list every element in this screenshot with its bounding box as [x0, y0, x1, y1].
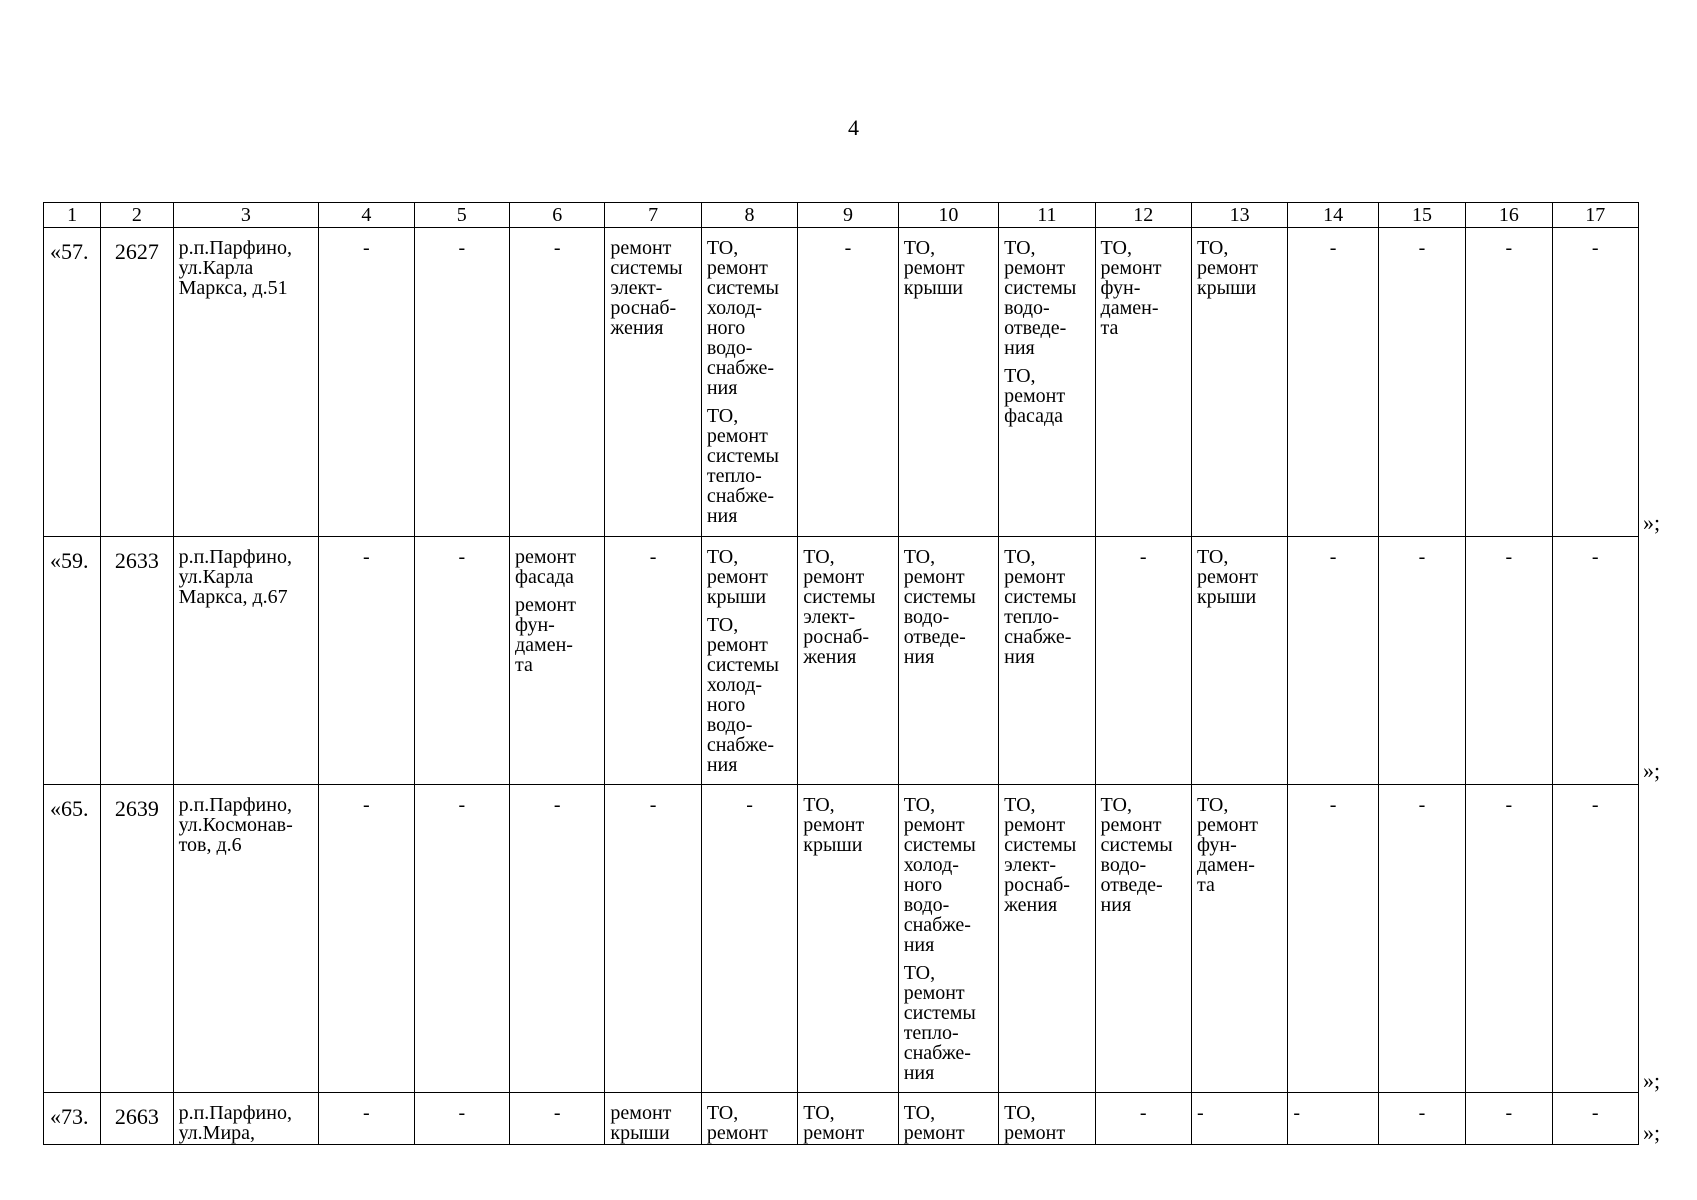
work-entry: - — [458, 1102, 466, 1124]
work-entry: - — [1505, 794, 1513, 816]
work-entry: ТО, ремонт крыши — [1196, 546, 1258, 608]
work-cell — [999, 228, 1095, 537]
empty-cell-dash — [1466, 1093, 1552, 1145]
row-number: «57. — [44, 228, 101, 537]
column-header: 8 — [701, 203, 797, 228]
column-header: 9 — [798, 203, 898, 228]
work-entry: ТО, ремонт крыши — [1196, 237, 1258, 299]
work-entry: - — [1293, 1102, 1301, 1124]
empty-cell-dash — [1466, 228, 1552, 537]
work-entry: - — [1505, 237, 1513, 259]
work-entry: - — [553, 1102, 561, 1124]
empty-cell-dash — [510, 1093, 605, 1145]
work-entry: ТО, ремонт фун- дамен- та — [1196, 794, 1258, 896]
empty-cell-dash — [1378, 1093, 1465, 1145]
column-header: 13 — [1191, 203, 1287, 228]
table-row — [44, 228, 1639, 537]
work-entry: - — [363, 237, 370, 259]
work-entry: ТО, ремонт — [803, 1102, 865, 1144]
table-row — [44, 785, 1639, 1093]
work-entry: - — [458, 794, 466, 816]
work-entry: ТО, ремонт системы элект- роснаб- жения — [1004, 794, 1077, 916]
empty-cell-dash — [605, 785, 701, 1093]
work-entry: ремонт системы элект- роснаб- жения — [610, 237, 683, 339]
repair-schedule-table — [43, 202, 1639, 1145]
address-text: р.п.Парфино, ул.Мира, — [178, 1102, 292, 1144]
empty-cell-dash — [1378, 228, 1465, 537]
column-header: 2 — [101, 203, 173, 228]
work-entry: ТО, ремонт системы водо- отведе- ния — [903, 546, 976, 668]
work-entry: ТО, ремонт крыши — [803, 794, 865, 856]
work-entry: - — [458, 237, 466, 259]
address-text: р.п.Парфино, ул.Карла Маркса, д.67 — [178, 546, 292, 608]
row-closing-mark: »; — [1643, 758, 1661, 783]
work-cell — [999, 785, 1095, 1093]
work-entry: ТО, ремонт — [903, 1102, 965, 1144]
row-number: «65. — [44, 785, 101, 1093]
row-number: «73. — [44, 1093, 101, 1145]
work-entry: - — [553, 794, 561, 816]
work-entry: ТО, ремонт системы элект- роснаб- жения — [803, 546, 876, 668]
empty-cell-dash — [414, 228, 509, 537]
work-cell — [701, 1093, 797, 1145]
work-entry: ТО, ремонт системы водо- отведе- ния — [1100, 794, 1173, 916]
building-code: 2639 — [101, 785, 173, 1093]
work-entry: ТО, ремонт — [1004, 1102, 1066, 1144]
empty-cell-dash — [319, 1093, 414, 1145]
empty-cell-dash — [1288, 1093, 1378, 1145]
work-entry: ТО, ремонт — [706, 1102, 768, 1144]
work-cell — [898, 537, 998, 785]
work-cell — [701, 228, 797, 537]
building-address — [173, 537, 319, 785]
work-entry: ремонт фун- дамен- та — [515, 594, 576, 676]
work-cell — [1191, 228, 1287, 537]
work-cell — [1095, 785, 1191, 1093]
building-address — [173, 1093, 319, 1145]
empty-cell-dash — [1288, 785, 1378, 1093]
work-entry: - — [1505, 546, 1513, 568]
row-closing-mark: »; — [1643, 1120, 1661, 1145]
work-entry: ремонт крыши — [610, 1102, 672, 1144]
work-entry: ТО, ремонт крыши — [903, 237, 965, 299]
building-address — [173, 228, 319, 537]
column-header: 7 — [605, 203, 701, 228]
empty-cell-dash — [319, 228, 414, 537]
work-cell — [798, 785, 898, 1093]
work-cell — [1191, 785, 1287, 1093]
address-text: р.п.Парфино, ул.Карла Маркса, д.51 — [178, 237, 292, 299]
work-entry: - — [649, 546, 657, 568]
work-entry: - — [363, 794, 370, 816]
empty-cell-dash — [414, 785, 509, 1093]
work-entry: ТО, ремонт системы тепло- снабже- ния — [706, 405, 779, 527]
work-entry: - — [1329, 237, 1337, 259]
column-header: 16 — [1466, 203, 1552, 228]
work-entry: - — [553, 237, 561, 259]
work-entry: - — [1139, 1102, 1147, 1124]
work-entry: - — [1591, 237, 1599, 259]
building-code: 2663 — [101, 1093, 173, 1145]
column-header: 5 — [414, 203, 509, 228]
empty-cell-dash — [798, 228, 898, 537]
row-closing-mark: »; — [1643, 510, 1661, 535]
work-entry: - — [746, 794, 753, 816]
work-entry: ТО, ремонт системы холод- ного водо- снабже- ния — [706, 614, 779, 776]
work-cell — [999, 537, 1095, 785]
work-cell — [701, 537, 797, 785]
column-header: 3 — [173, 203, 319, 228]
work-entry: - — [1418, 794, 1426, 816]
empty-cell-dash — [1466, 785, 1552, 1093]
empty-cell-dash — [1552, 785, 1638, 1093]
empty-cell-dash — [414, 1093, 509, 1145]
work-entry: - — [1591, 794, 1599, 816]
work-entry: - — [1418, 1102, 1426, 1124]
work-entry: - — [1139, 546, 1147, 568]
work-entry: ТО, ремонт системы водо- отведе- ния — [1004, 237, 1077, 359]
work-entry: - — [1196, 1102, 1204, 1124]
column-header: 12 — [1095, 203, 1191, 228]
page-number: 4 — [848, 115, 859, 140]
empty-cell-dash — [510, 228, 605, 537]
work-entry: ТО, ремонт крыши — [706, 546, 768, 608]
empty-cell-dash — [1378, 785, 1465, 1093]
empty-cell-dash — [1552, 1093, 1638, 1145]
work-entry: ТО, ремонт системы холод- ного водо- снабже- ния — [903, 794, 976, 956]
address-text: р.п.Парфино, ул.Космонав- тов, д.6 — [178, 794, 293, 856]
work-entry: - — [1418, 237, 1426, 259]
work-entry: ТО, ремонт системы холод- ного водо- снабже- ния — [706, 237, 779, 399]
empty-cell-dash — [1095, 1093, 1191, 1145]
work-cell — [898, 1093, 998, 1145]
work-cell — [1191, 537, 1287, 785]
table-row — [44, 1093, 1639, 1145]
work-cell — [605, 1093, 701, 1145]
column-header: 4 — [319, 203, 414, 228]
work-entry: - — [363, 546, 370, 568]
empty-cell-dash — [414, 537, 509, 785]
work-cell — [798, 1093, 898, 1145]
empty-cell-dash — [1552, 537, 1638, 785]
empty-cell-dash — [701, 785, 797, 1093]
column-header: 15 — [1378, 203, 1465, 228]
building-code: 2627 — [101, 228, 173, 537]
empty-cell-dash — [1288, 228, 1378, 537]
empty-cell-dash — [1288, 537, 1378, 785]
work-entry: - — [844, 237, 852, 259]
building-code: 2633 — [101, 537, 173, 785]
work-entry: - — [1329, 546, 1337, 568]
empty-cell-dash — [1191, 1093, 1287, 1145]
table-row — [44, 537, 1639, 785]
empty-cell-dash — [319, 785, 414, 1093]
column-header: 14 — [1288, 203, 1378, 228]
work-entry: - — [1505, 1102, 1513, 1124]
work-entry: - — [649, 794, 657, 816]
work-cell — [999, 1093, 1095, 1145]
work-entry: ТО, ремонт системы тепло- снабже- ния — [903, 962, 976, 1084]
column-header: 11 — [999, 203, 1095, 228]
column-number-row — [44, 203, 1639, 228]
empty-cell-dash — [319, 537, 414, 785]
work-entry: - — [458, 546, 466, 568]
empty-cell-dash — [1466, 537, 1552, 785]
work-cell — [605, 228, 701, 537]
row-number: «59. — [44, 537, 101, 785]
column-header: 1 — [44, 203, 101, 228]
work-entry: - — [1418, 546, 1426, 568]
work-cell — [798, 537, 898, 785]
building-address — [173, 785, 319, 1093]
work-entry: ТО, ремонт фасада — [1004, 365, 1066, 427]
work-cell — [1095, 228, 1191, 537]
work-entry: - — [1329, 794, 1337, 816]
empty-cell-dash — [1095, 537, 1191, 785]
column-header: 10 — [898, 203, 998, 228]
work-entry: ТО, ремонт фун- дамен- та — [1100, 237, 1162, 339]
column-header: 17 — [1552, 203, 1638, 228]
column-header: 6 — [510, 203, 605, 228]
empty-cell-dash — [605, 537, 701, 785]
work-entry: ремонт фасада — [515, 546, 576, 588]
empty-cell-dash — [1552, 228, 1638, 537]
empty-cell-dash — [1378, 537, 1465, 785]
row-closing-mark: »; — [1643, 1068, 1661, 1093]
work-entry: - — [1591, 1102, 1599, 1124]
empty-cell-dash — [510, 785, 605, 1093]
work-entry: - — [1591, 546, 1599, 568]
work-cell — [898, 785, 998, 1093]
work-entry: ТО, ремонт системы тепло- снабже- ния — [1004, 546, 1077, 668]
work-cell — [898, 228, 998, 537]
work-cell — [510, 537, 605, 785]
work-entry: - — [363, 1102, 370, 1124]
